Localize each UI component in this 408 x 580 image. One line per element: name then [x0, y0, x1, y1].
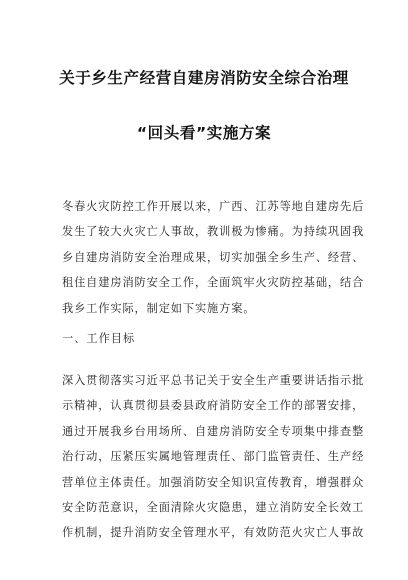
- goal-paragraph: [62, 368, 365, 546]
- intro-paragraph: [62, 194, 365, 321]
- paragraph-line: 我乡工作实际，制定如下实施方案。: [62, 301, 256, 315]
- paragraph-line: 租住自建房消防安全工作，全面筑牢火灾防控基础，结合: [62, 276, 365, 290]
- document-title-line-2: “回头看”实施方案: [136, 124, 272, 142]
- section-heading: 一、工作目标: [62, 332, 136, 345]
- document-title-line-1: 关于乡生产经营自建房消防安全综合治理: [59, 69, 349, 87]
- paragraph-line: 作机制，提升消防安全管理水平，有效防范火灾亡人事故: [62, 526, 365, 540]
- paragraph-line: 冬春火灾防控工作开展以来，广西、江苏等地自建房先后: [62, 200, 365, 213]
- paragraph-line: 通过开展我乡台用场所、自建房消防安全专项集中排查整: [62, 424, 365, 438]
- paragraph-line: 治行动，压紧压实属地管理责任、部门监管责任、生产经: [62, 450, 365, 464]
- paragraph-line: 示精神，认真贯彻县委县政府消防安全工作的部署安排，: [62, 399, 365, 413]
- paragraph-line: 安全防范意识，全面清除火灾隐患，建立消防安全长效工: [62, 500, 365, 514]
- paragraph-line: 营单位主体责任。加强消防安全知识宣传教育，增强群众: [62, 475, 365, 489]
- paragraph-line: 乡自建房消防安全治理成果，切实加强全乡生产、经营、: [62, 250, 365, 264]
- paragraph-line: 深入贯彻落实习近平总书记关于安全生产重要讲话指示批: [62, 374, 365, 387]
- paragraph-line: 发生了较大火灾亡人事故，教训极为惨痛。为持续巩固我: [62, 225, 365, 239]
